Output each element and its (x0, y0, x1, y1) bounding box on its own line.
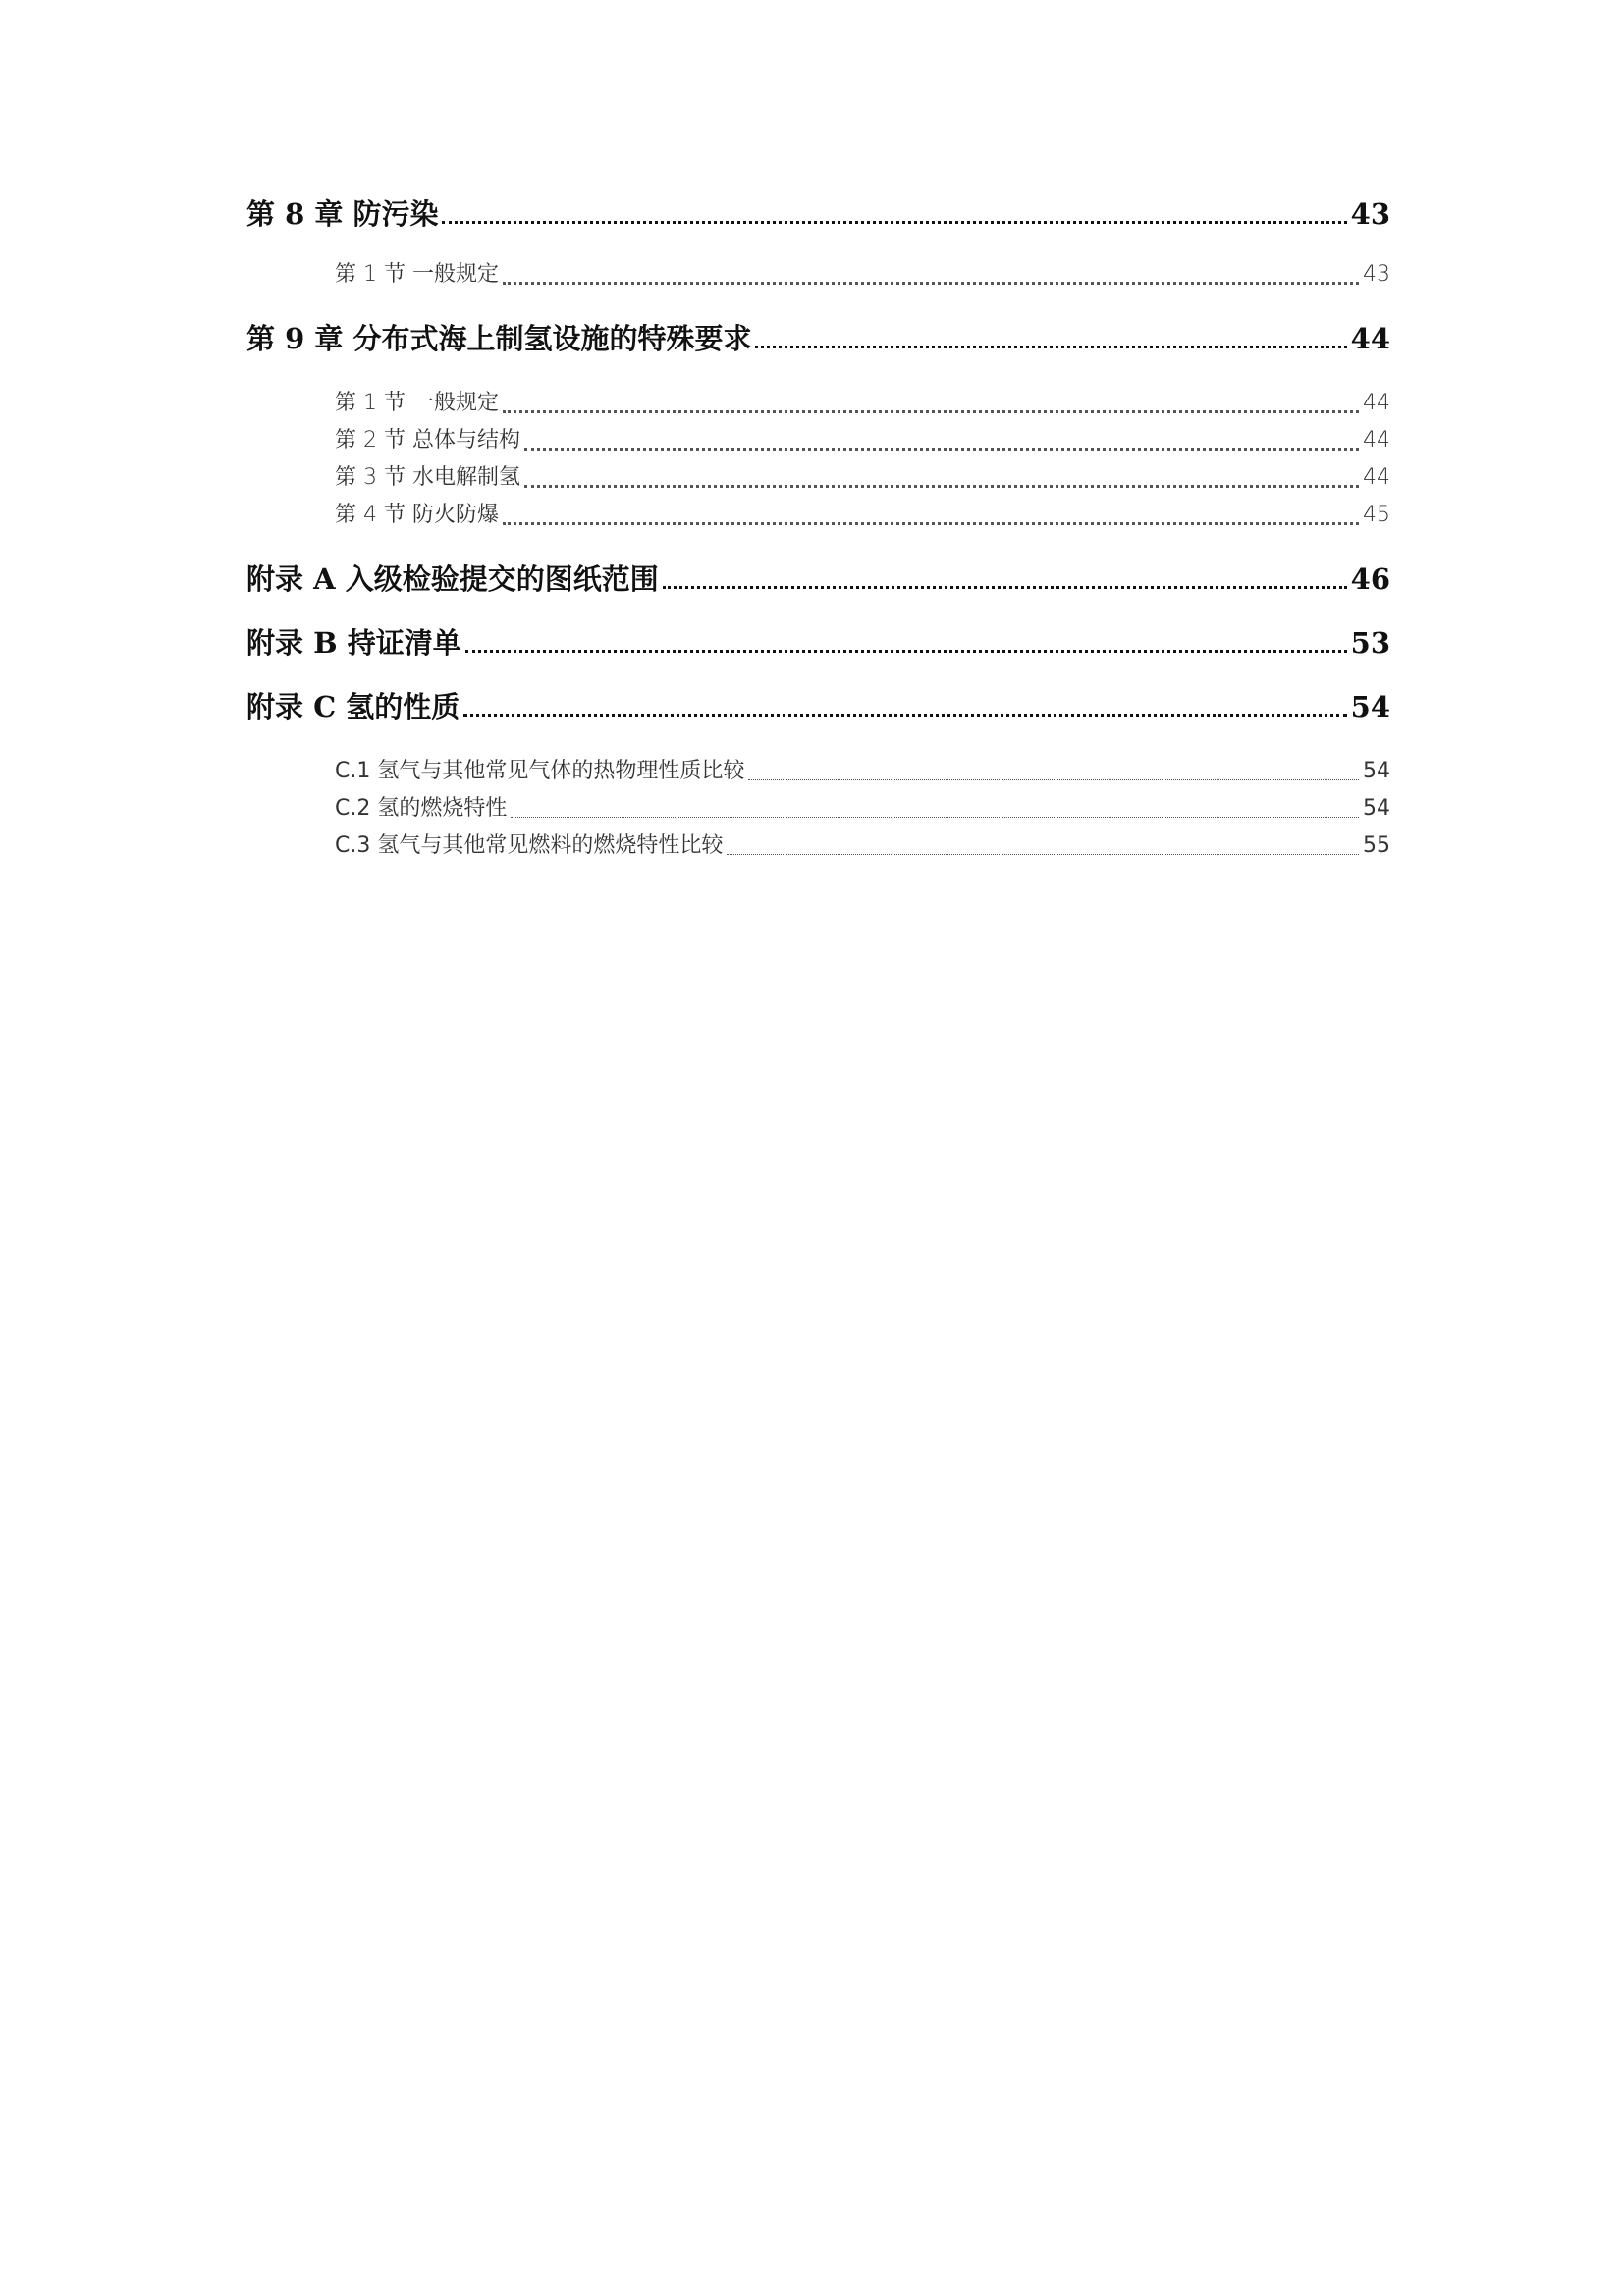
toc-chapter-8[interactable] (246, 196, 1390, 233)
toc-entry-label: 第 1 节 一般规定 (335, 391, 499, 415)
toc-page-number: 43 (1350, 197, 1390, 231)
dot-leader (503, 522, 1359, 525)
toc-page-number: 46 (1350, 562, 1390, 596)
toc-appendix-a[interactable] (246, 561, 1390, 598)
toc-appendix-c[interactable] (246, 689, 1390, 725)
toc-page-number: 55 (1363, 833, 1390, 858)
toc-page-number: 54 (1363, 759, 1390, 783)
toc-entry-label: 附录 B 持证清单 (246, 626, 461, 660)
toc-section-9-1[interactable] (246, 385, 1390, 422)
dot-leader (748, 779, 1359, 780)
dot-leader (463, 714, 1346, 717)
dot-leader (663, 586, 1347, 589)
table-of-contents (246, 196, 1390, 865)
dot-leader (465, 650, 1347, 653)
toc-entry-label: 第 2 节 总体与结构 (335, 428, 520, 453)
toc-page-number: 44 (1363, 428, 1390, 453)
toc-section-9-4[interactable] (246, 497, 1390, 534)
dot-leader (727, 854, 1359, 855)
toc-entry-label: 第 4 节 防火防爆 (335, 503, 499, 527)
toc-appendix-c-1[interactable] (246, 753, 1390, 790)
toc-section-8-1[interactable] (246, 256, 1390, 294)
toc-entry-label: 附录 A 入级检验提交的图纸范围 (246, 562, 659, 596)
toc-appendix-c-2[interactable] (246, 790, 1390, 828)
toc-section-9-3[interactable] (246, 459, 1390, 497)
toc-page-number: 54 (1363, 796, 1390, 821)
toc-page-number: 44 (1363, 391, 1390, 415)
toc-entry-label: 第 1 节 一般规定 (335, 262, 499, 287)
toc-page-number: 44 (1363, 465, 1390, 490)
toc-appendix-c-3[interactable] (246, 828, 1390, 865)
toc-chapter-9[interactable] (246, 321, 1390, 357)
dot-leader (503, 410, 1359, 413)
dot-leader (524, 448, 1359, 451)
toc-entry-label: 附录 C 氢的性质 (246, 690, 460, 723)
toc-section-9-2[interactable] (246, 422, 1390, 459)
toc-entry-label: C.1 氢气与其他常见气体的热物理性质比较 (335, 759, 745, 783)
dot-leader (503, 282, 1359, 285)
toc-appendix-b[interactable] (246, 625, 1390, 662)
dot-leader (511, 817, 1359, 818)
toc-entry-label: 第 9 章 分布式海上制氢设施的特殊要求 (246, 322, 752, 355)
toc-page-number: 43 (1363, 262, 1390, 287)
dot-leader (442, 221, 1346, 224)
toc-entry-label: 第 8 章 防污染 (246, 197, 439, 231)
dot-leader (524, 485, 1359, 488)
toc-page-number: 53 (1350, 626, 1390, 660)
toc-entry-label: C.2 氢的燃烧特性 (335, 796, 508, 821)
dot-leader (755, 346, 1346, 348)
toc-page-number: 54 (1350, 690, 1390, 723)
toc-entry-label: C.3 氢气与其他常见燃料的燃烧特性比较 (335, 833, 724, 858)
toc-entry-label: 第 3 节 水电解制氢 (335, 465, 520, 490)
toc-page-number: 45 (1363, 503, 1390, 527)
toc-page-number: 44 (1350, 322, 1390, 355)
